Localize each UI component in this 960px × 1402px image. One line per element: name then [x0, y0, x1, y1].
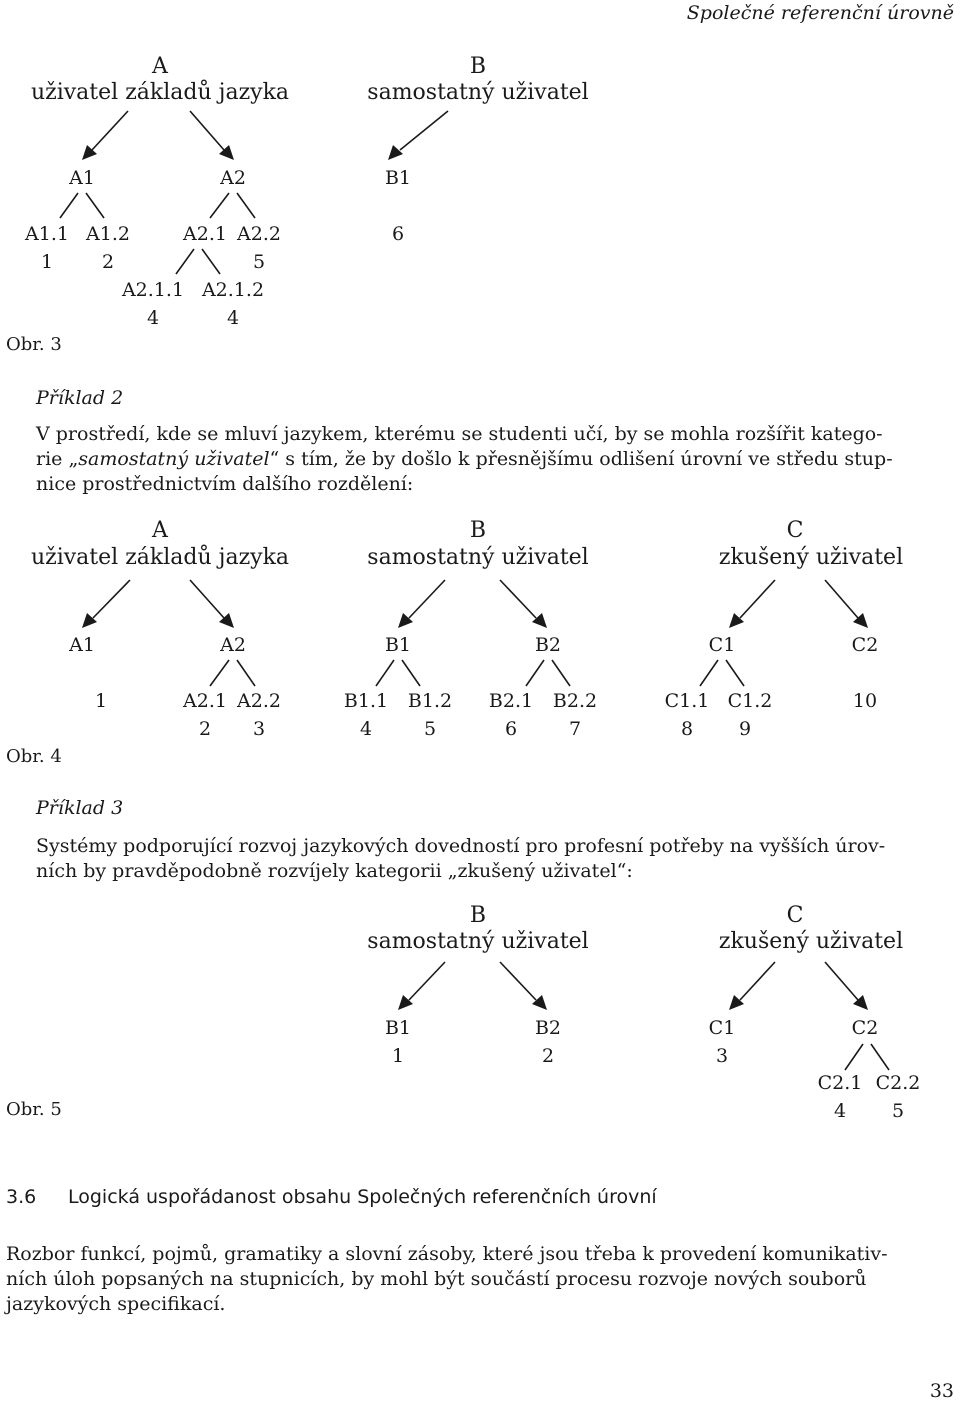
example-3-line-1: Systémy podporující rozvoj jazykových dovedností pro profesní potřeby na vyšších úrov- [36, 835, 886, 857]
number-b2-1: 6 [504, 718, 518, 740]
category-c-letter: C [786, 518, 804, 543]
number-a2-2: 3 [252, 718, 266, 740]
example-2-heading: Příklad 2 [36, 387, 124, 409]
node-b1: B1 [384, 167, 412, 189]
number-c1-1: 8 [680, 718, 694, 740]
node-c2: C2 [851, 634, 879, 656]
node-a2-1: A2.1 [183, 223, 227, 245]
node-a1-1: A1.1 [25, 223, 69, 245]
number-a2-1-1: 4 [146, 307, 160, 329]
number-b1: 6 [391, 223, 405, 245]
number-b1-1: 4 [359, 718, 373, 740]
figure-4-caption: Obr. 4 [6, 746, 62, 767]
category-c-label: zkušený uživatel [718, 545, 904, 570]
node-b2-2: B2.2 [552, 690, 598, 712]
number-b1: 1 [391, 1045, 405, 1067]
node-b1-1: B1.1 [343, 690, 389, 712]
category-c-label: zkušený uživatel [718, 929, 904, 954]
section-line-3: jazykových specifikací. [6, 1293, 226, 1315]
node-b2: B2 [534, 1017, 562, 1039]
node-c1-2: C1.2 [727, 690, 773, 712]
node-a2-2: A2.2 [237, 223, 281, 245]
number-a1-2: 2 [101, 251, 115, 273]
category-b-letter: B [469, 518, 487, 543]
node-c1: C1 [708, 634, 736, 656]
section-line-2: ních úloh popsaných na stupnicích, by mohl být součástí procesu rozvoje nových souborů [6, 1268, 867, 1290]
category-b-letter: B [469, 903, 487, 928]
figure-5-caption: Obr. 5 [6, 1099, 62, 1120]
number-b2-2: 7 [568, 718, 582, 740]
number-b1-2: 5 [423, 718, 437, 740]
category-b-letter: B [469, 54, 487, 79]
node-a2: A2 [220, 167, 246, 189]
section-number: 3.6 [6, 1186, 37, 1208]
number-c1: 3 [715, 1045, 729, 1067]
category-a-letter: A [152, 518, 168, 543]
section-line-1: Rozbor funkcí, pojmů, gramatiky a slovní zásoby, které jsou třeba k provedení komunikativ- [6, 1243, 888, 1265]
number-a2-2: 5 [252, 251, 266, 273]
node-b2-1: B2.1 [488, 690, 534, 712]
category-a-letter: A [152, 54, 168, 79]
node-a1: A1 [69, 634, 95, 656]
section-title: Logická uspořádanost obsahu Společných referenčních úrovní [68, 1186, 657, 1208]
example-2-line-2-end: “ s tím, že by došlo k přesnějšímu odlišení úrovní ve středu stup- [269, 448, 893, 470]
node-b2: B2 [534, 634, 562, 656]
number-c1-2: 9 [738, 718, 752, 740]
category-a-label: uživatel základů jazyka [30, 545, 290, 570]
category-a-label: uživatel základů jazyka [30, 80, 290, 105]
number-c2-1: 4 [833, 1100, 847, 1122]
node-c2: C2 [851, 1017, 879, 1039]
node-a1-2: A1.2 [86, 223, 130, 245]
number-a2-1-2: 4 [226, 307, 240, 329]
example-2-line-1: V prostředí, kde se mluví jazykem, kterému se studenti učí, by se mohla rozšířit katego- [36, 423, 883, 445]
node-b1-2: B1.2 [407, 690, 453, 712]
number-c2-2: 5 [891, 1100, 905, 1122]
example-2-line-2-start: rie „ [36, 448, 79, 470]
node-a2: A2 [220, 634, 246, 656]
example-3-line-2: ních by pravděpodobně rozvíjely kategorii „zkušený uživatel“: [36, 860, 633, 882]
node-a2-2: A2.2 [237, 690, 281, 712]
example-2-italic-term: samostatný uživatel [78, 448, 270, 470]
category-b-label: samostatný uživatel [367, 929, 589, 954]
number-a2-1: 2 [198, 718, 212, 740]
node-b1: B1 [384, 634, 412, 656]
page-number: 33 [929, 1380, 954, 1402]
node-b1: B1 [384, 1017, 412, 1039]
node-a2-1: A2.1 [183, 690, 227, 712]
category-b-label: samostatný uživatel [367, 80, 589, 105]
category-c-letter: C [786, 903, 804, 928]
node-a2-1-2: A2.1.2 [201, 279, 265, 301]
number-a1: 1 [94, 690, 108, 712]
node-c2-1: C2.1 [817, 1072, 863, 1094]
node-c1: C1 [708, 1017, 736, 1039]
running-header: Společné referenční úrovně [686, 2, 954, 24]
category-b-label: samostatný uživatel [367, 545, 589, 570]
node-a1: A1 [69, 167, 95, 189]
example-3-heading: Příklad 3 [36, 797, 124, 819]
node-a2-1-1: A2.1.1 [121, 279, 185, 301]
node-c1-1: C1.1 [664, 690, 710, 712]
number-c2: 10 [852, 690, 878, 712]
number-b2: 2 [541, 1045, 555, 1067]
section-paragraph [6, 1242, 950, 1317]
node-c2-2: C2.2 [875, 1072, 921, 1094]
example-2-line-3: nice prostřednictvím dalšího rozdělení: [36, 473, 414, 495]
number-a1-1: 1 [40, 251, 54, 273]
figure-3-caption: Obr. 3 [6, 334, 62, 355]
